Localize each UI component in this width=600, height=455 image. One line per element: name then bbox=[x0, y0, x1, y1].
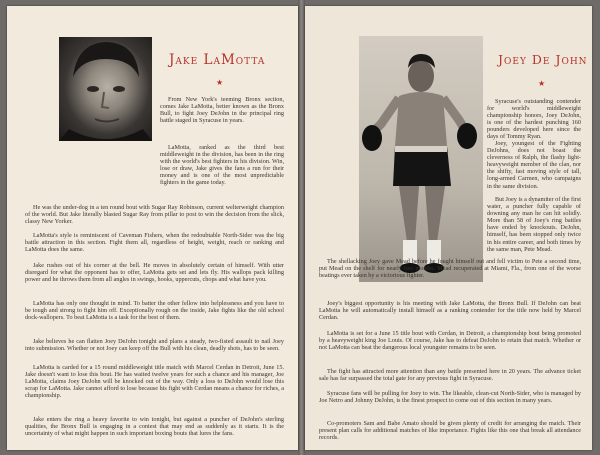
lamotta-paragraph-8: LaMotta is carded for a 15 round middleweight title match with Marcel Cerdan in Detroit, June 15. Jake doesn't want to lose this bout. He has waited twelve years for such a chance and his manager, Joe LaMotta, claims Joey DeJohn will be knocked out of the way. Only a loss to DeJohn would lose this scrap for LaMotta. Jake cannot afford to lose because his fight with Cerdan means a chance for riches, a championship. bbox=[25, 364, 284, 400]
lamotta-paragraph-2: LaMotta, ranked as the third best middleweight in the division, has been in the ring with the world's best fighters in his division. Win, lose or draw, Jake gives the fans a run for their money and is one of the most unpredictable fighters in the game today. bbox=[160, 144, 284, 187]
dejohn-heading: Joey De John bbox=[498, 52, 588, 67]
lamotta-paragraph-7: Jake believes he can flatten Joey DeJohn tonight and plans a steady, two-fisted assault to nail Joey into submission. Whether or not Joey can keep off the Bull with his clean, deadly shots, has to be seen. bbox=[25, 338, 284, 353]
dejohn-paragraph-7: The fight has attracted more attention than any battle presented here in 20 years. The advance ticket sale has far surpassed the total gate for any previous fight in Syracuse. bbox=[319, 368, 581, 383]
dejohn-boxer-photo bbox=[359, 36, 483, 282]
lamotta-paragraph-9: Jake enters the ring a heavy favorite to win tonight, but against a puncher of DeJohn's sterling qualities, the Bronx Bull is engaging in a contest that may end as suddenly as it starts. It is the uncertainty of what might happen in such important boxing bouts that lures the fans. bbox=[25, 416, 284, 438]
dejohn-paragraph-5: Joey's biggest opportunity is his meeting with Jake LaMotta, the Bronx Bull. If DeJohn can beat LaMotta he will automatically install himself as a ranking contender for the title now held by Marcel Cerdan. bbox=[319, 300, 581, 322]
lamotta-portrait-photo bbox=[59, 37, 152, 141]
dejohn-paragraph-1: Syracuse's outstanding contender for world's middleweight championship honors, Joey DeJohn, is one of the hardest punching 160 pounders developed here since the days of Tommy Ryan. bbox=[487, 98, 581, 141]
dejohn-star-ornament: ★ bbox=[538, 79, 546, 88]
dejohn-paragraph-6: LaMotta is set for a June 15 title bout with Cerdan, in Detroit, a championship bout being promoted by a heavyweight king Joe Louis. Of course, Jake has to defeat DeJohn to retain that match. Whether or not LaMotta can beat the dangerous local youngster remains to be seen. bbox=[319, 330, 581, 352]
lamotta-heading: Jake LaMotta bbox=[169, 52, 266, 68]
dejohn-paragraph-2: Joey, youngest of the Fighting DeJohns, does not boast the cleverness of Ralph, the flashy light-heavyweight member of the clan, nor the shifty, fast moving style of tall, long-armed Carmen, who campaigns in the same division. bbox=[487, 140, 581, 190]
dejohn-paragraph-4: The shellacking Joey gave Mead before he fought himself out and fell victim to Pete a second time, put Mead on the shelf for nearly two months. Mead recuperated at Miami, Fla., from one of the worse beatings ever taken by a victorious fighter. bbox=[319, 258, 581, 280]
right-page bbox=[305, 6, 592, 450]
lamotta-paragraph-3: He was the under-dog in a ten round bout with Sugar Ray Robinson, current welterweight champion of the world. But Jake literally blasted Sugar Ray from pillar to post to win the decision from the slick, classy New Yorker. bbox=[25, 204, 284, 226]
lamotta-paragraph-5: Jake rushes out of his corner at the bell. He moves in absolutely certain of himself. With utter disregard for what the opponent has to offer, LaMotta gets set and lets fly. His wallops pack killing power and he throws them from all angles in swings, hooks, uppercuts, chops and what have you. bbox=[25, 262, 284, 284]
left-page bbox=[7, 6, 298, 450]
lamotta-star-ornament: ★ bbox=[216, 78, 224, 87]
dejohn-paragraph-8: Syracuse fans will be pulling for Joey to win. The likeable, clean-cut North-Sider, who is managed by Joe Netro and Johnny DeJohn, is the finest prospect to come out of this section in many years. bbox=[319, 390, 581, 405]
center-fold bbox=[298, 0, 305, 455]
lamotta-paragraph-6: LaMotta has only one thought in mind. To batter the other fellow into helplessness and you have to be tough and strong to fight him off. Exceptionally rough on the inside, Jake fights like the old school dock-wallopers. To beat LaMotta is a task for the best of them. bbox=[25, 300, 284, 322]
lamotta-paragraph-4: LaMotta's style is reminiscent of Caveman Fishers, when the redoubtable North-Sider was the big battle attraction in this section. Fight them all, regardless of height, weight, reach or ranking and LaMotta does the same. bbox=[25, 232, 284, 254]
dejohn-paragraph-9: Co-promoters Sam and Babe Amato should be given plenty of credit for arranging the match. Their present plan calls for additional matches of like importance. Fights like this one that break all attendance records. bbox=[319, 420, 581, 442]
lamotta-intro-paragraph: From New York's teeming Bronx section, comes Jake LaMotta, better known as the Bronx Bull, to fight Joey DeJohn in the principal ring battle staged in Syracuse in years. bbox=[160, 96, 284, 125]
dejohn-paragraph-3: But Joey is a dynamiter of the first water, a puncher fully capable of downing any man he can hit solidly. More than 58 of Joey's ring battles have ended by knockouts. DeJohn, himself, has been stopped only twice in his entire career, and both times by the same man, Pete Mead. bbox=[487, 196, 581, 253]
